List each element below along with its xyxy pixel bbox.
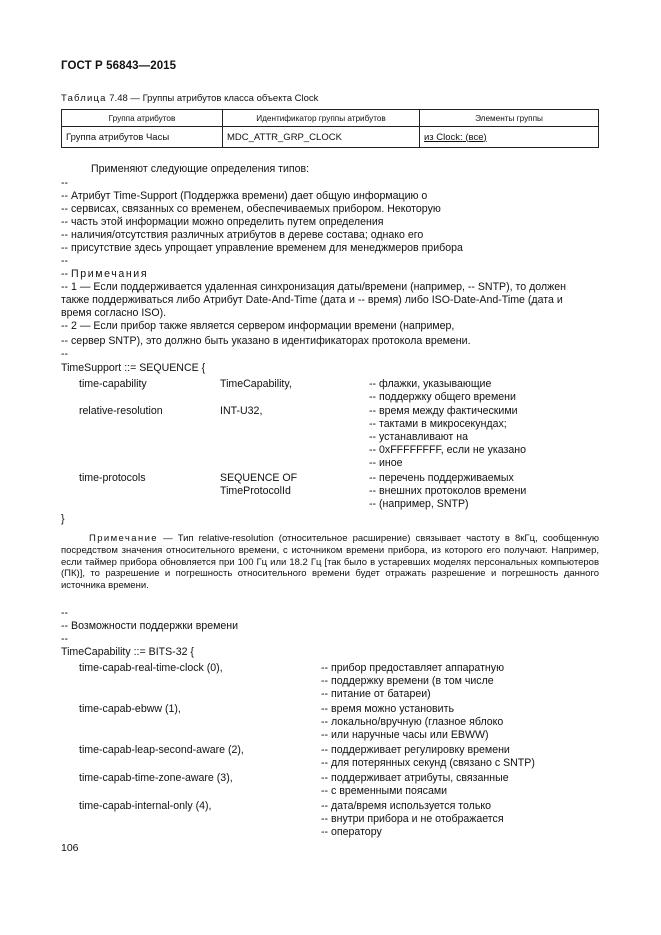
- intro-text: Применяют следующие определения типов:: [91, 163, 310, 175]
- bit-comment: -- питание от батареи): [321, 688, 431, 700]
- note-line: -- 2 — Если прибор также является сервером информации времени (например,: [61, 320, 455, 332]
- notes-heading: [61, 268, 148, 280]
- field-type: TimeProtocolId: [220, 485, 291, 497]
- field-comment: -- тактами в микросекундах;: [369, 418, 507, 430]
- document-header: ГОСТ Р 56843—2015: [61, 60, 177, 72]
- field-comment: -- время между фактическими: [369, 405, 518, 417]
- comment-line: -- присутствие здесь упрощает управление временем для менеджмеров прибора: [61, 242, 463, 254]
- elements-rest: (все): [462, 131, 487, 143]
- field-comment: -- флажки, указывающие: [369, 378, 492, 390]
- bit-comment: -- дата/время используется только: [321, 800, 491, 812]
- bit-comment: -- для потерянных секунд (связано с SNTP): [321, 757, 535, 769]
- bit-name: time-capab-real-time-clock (0),: [79, 662, 223, 674]
- timesupport-open: TimeSupport ::= SEQUENCE {: [61, 362, 206, 374]
- field-comment: -- внешних протоколов времени: [369, 485, 527, 497]
- comment-line: -- сервисах, связанных со временем, обеспечиваемых прибором. Некоторую: [61, 203, 441, 215]
- note-line: также поддерживаться либо Атрибут Date-And-Time (дата и -- время) либо ISO-Date-And-Time (дата и: [61, 294, 563, 306]
- bit-comment: -- поддерживает регулировку времени: [321, 744, 510, 756]
- bit-comment: -- локально/вручную (глазное яблоко: [321, 716, 504, 728]
- table-cell-id: MDC_ATTR_GRP_CLOCK: [223, 127, 420, 148]
- field-comment: -- (например, SNTP): [369, 498, 469, 510]
- bit-comment: -- оператору: [321, 826, 382, 838]
- bit-comment: -- поддерживает атрибуты, связанные: [321, 772, 509, 784]
- comment-line: --: [61, 255, 69, 267]
- timecapability-open: TimeCapability ::= BITS-32 {: [61, 646, 194, 658]
- table-cell-group: Группа атрибутов Часы: [62, 127, 223, 148]
- field-comment: -- поддержку общего времени: [369, 391, 516, 403]
- bit-comment: -- прибор предоставляет аппаратную: [321, 662, 505, 674]
- bit-comment: -- с временными поясами: [321, 785, 448, 797]
- comment-line: --: [61, 607, 69, 619]
- note-text: — Тип relative-resolution (относительное расширение) связывает частоту в 8кГц, сообщенную посредством значения относительного времени, с источником времени прибора, из которого его получают. Например, если таймер прибора обновляется при 100 Гц или 18.2 Гц [так было в устаревших моделях персональных компьютеров (ПК)], то разрешение и погрешность относительного времени будет отражать разрешение и погрешность данного источника времени.: [61, 533, 599, 592]
- field-type: SEQUENCE OF: [220, 472, 298, 484]
- attribute-groups-table: [61, 109, 599, 148]
- table-header-cell: Элементы группы: [420, 110, 599, 127]
- field-type: TimeCapability,: [220, 378, 292, 390]
- relative-resolution-note: [61, 533, 599, 592]
- page-number: 106: [61, 842, 79, 854]
- comment-line: -- наличия/отсутствия различных атрибутов в дереве состава; однако его: [61, 229, 424, 241]
- field-name: time-capability: [79, 378, 147, 390]
- comment-line: --: [61, 177, 69, 189]
- timesupport-close: }: [61, 513, 65, 525]
- comment-line: -- Возможности поддержки времени: [61, 620, 239, 632]
- comment-line: --: [61, 348, 69, 360]
- table-caption-label: Таблица: [61, 93, 107, 104]
- table-header-row: [62, 110, 599, 127]
- bit-comment: -- внутри прибора и не отображается: [321, 813, 504, 825]
- table-row: [62, 127, 599, 148]
- note-line: время согласно ISO).: [61, 307, 167, 319]
- table-caption: [61, 93, 318, 104]
- notes-heading-prefix: --: [61, 268, 71, 280]
- field-comment: -- перечень поддерживаемых: [369, 472, 514, 484]
- elements-link[interactable]: из Clock:: [424, 131, 463, 143]
- note-line: -- сервер SNTP), это должно быть указано в идентификаторах протокола времени.: [61, 335, 471, 347]
- note-label: Примечание: [89, 533, 158, 544]
- bit-name: time-capab-ebww (1),: [79, 703, 181, 715]
- comment-line: --: [61, 633, 69, 645]
- table-header-cell: Идентификатор группы атрибутов: [223, 110, 420, 127]
- comment-line: -- Атрибут Time-Support (Поддержка времени) дает общую информацию о: [61, 190, 428, 202]
- bit-comment: -- поддержку времени (в том числе: [321, 675, 494, 687]
- table-header-cell: Группа атрибутов: [62, 110, 223, 127]
- field-name: relative-resolution: [79, 405, 163, 417]
- bit-comment: -- или наручные часы или EBWW): [321, 729, 489, 741]
- bit-name: time-capab-internal-only (4),: [79, 800, 212, 812]
- notes-heading-word: Примечания: [71, 268, 149, 280]
- table-caption-text: 7.48 — Группы атрибутов класса объекта Clock: [106, 93, 319, 104]
- comment-line: -- часть этой информации можно определить путем определения: [61, 216, 384, 228]
- field-name: time-protocols: [79, 472, 146, 484]
- field-comment: -- иное: [369, 457, 403, 469]
- bit-name: time-capab-time-zone-aware (3),: [79, 772, 233, 784]
- bit-name: time-capab-leap-second-aware (2),: [79, 744, 244, 756]
- bit-comment: -- время можно установить: [321, 703, 454, 715]
- note-line: -- 1 — Если поддерживается удаленная синхронизация даты/времени (например, -- SNTP), то должен: [61, 281, 566, 293]
- field-comment: -- 0xFFFFFFFF, если не указано: [369, 444, 527, 456]
- field-type: INT-U32,: [220, 405, 263, 417]
- field-comment: -- устанавливают на: [369, 431, 468, 443]
- table-cell-elements: [420, 127, 599, 148]
